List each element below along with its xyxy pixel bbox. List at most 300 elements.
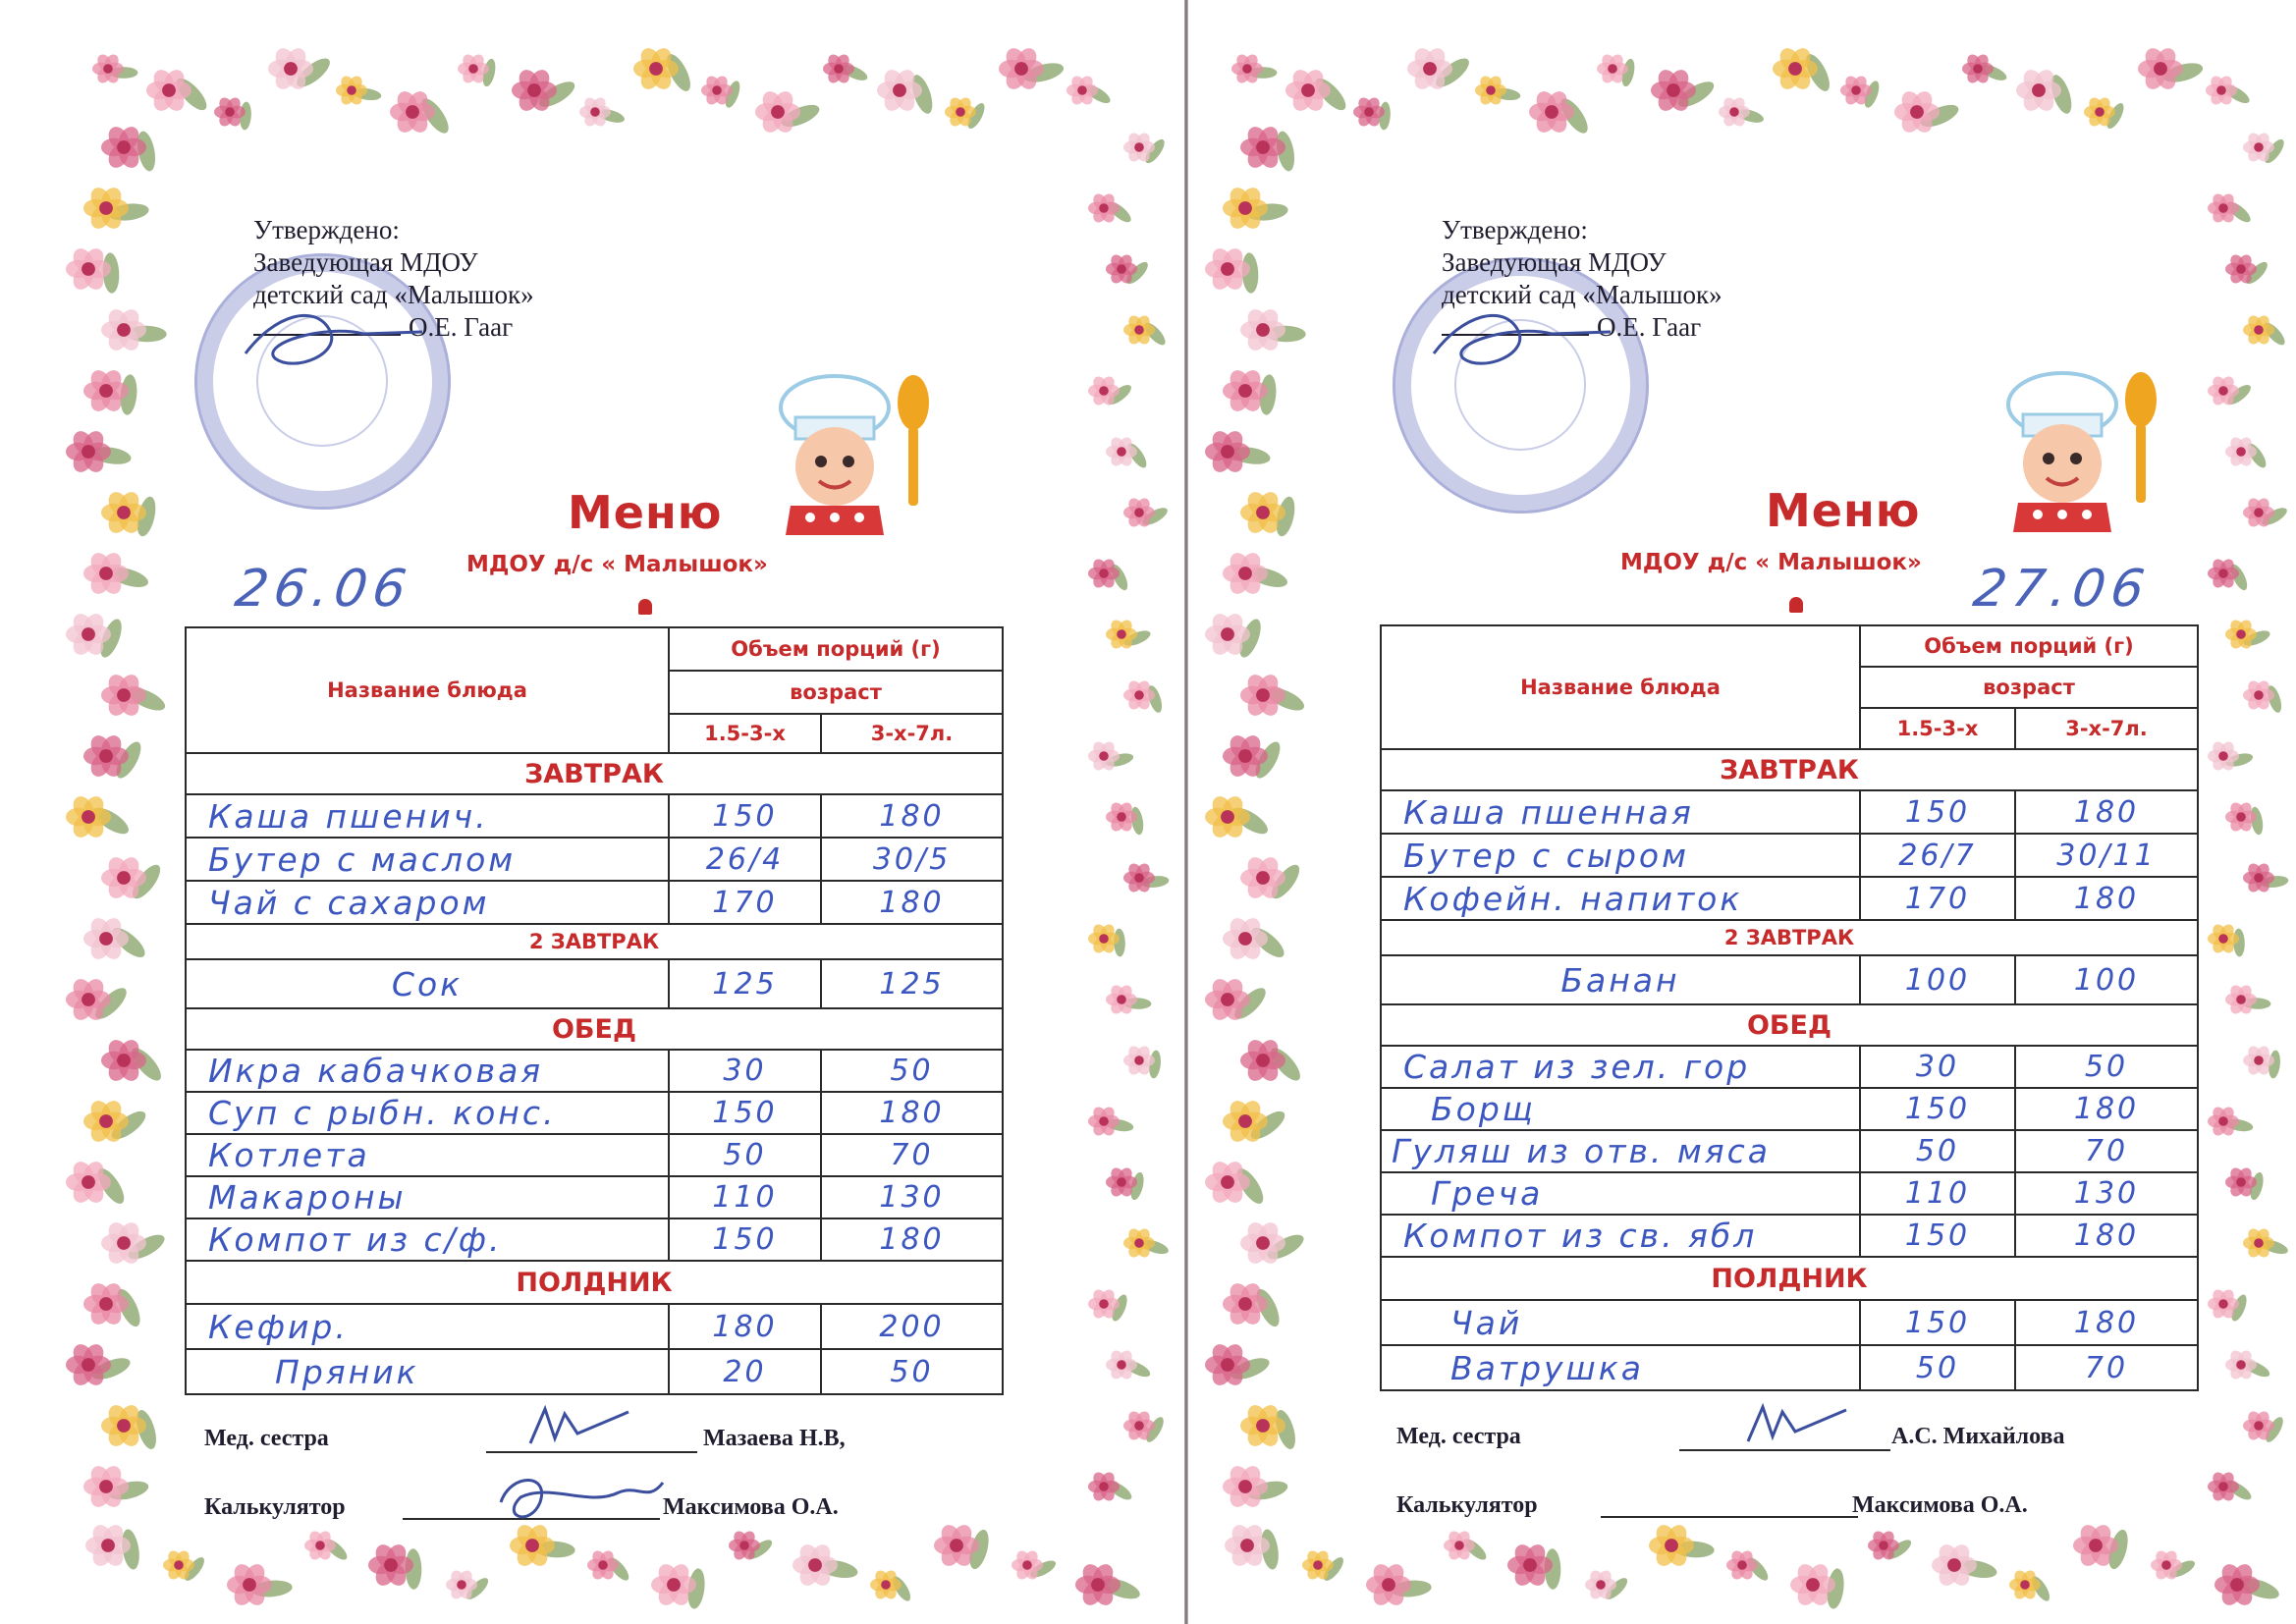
leaf-decoration: [321, 1536, 350, 1563]
leaf-decoration: [1251, 738, 1285, 782]
table-row: [1381, 1215, 2198, 1257]
flower-decoration: [2016, 66, 2061, 114]
flower-decoration: [1366, 1560, 1411, 1608]
leaf-decoration: [2224, 198, 2253, 225]
leaf-decoration: [2105, 1528, 2132, 1571]
age-label: возраст: [669, 671, 1003, 714]
portion-small: 170: [1860, 877, 2015, 920]
table-row: [186, 1349, 1003, 1394]
leaf-decoration: [2265, 684, 2284, 715]
calculator-name: Максимова О.А.: [663, 1494, 839, 1520]
leaf-decoration: [1432, 54, 1474, 92]
portion-large: 70: [2015, 1130, 2198, 1172]
flower-decoration: [390, 87, 435, 135]
flower-decoration: [999, 44, 1044, 92]
portion-small: 30: [1860, 1046, 2015, 1088]
flower-decoration: [1088, 191, 1120, 225]
leaf-decoration: [182, 1554, 208, 1584]
flower-decoration: [2208, 922, 2239, 955]
flower-decoration: [83, 1462, 129, 1510]
flower-decoration: [92, 52, 124, 85]
flower-decoration: [1106, 1165, 1137, 1199]
leaf-decoration: [126, 325, 167, 342]
leaf-decoration: [2233, 928, 2246, 956]
table-row: [1381, 1172, 2198, 1215]
director-signature: [236, 295, 452, 383]
dish-name: Каша пшенная: [1381, 790, 1860, 834]
leaf-decoration: [1140, 505, 1171, 528]
dish-name: Салат из зел. гор: [1381, 1046, 1860, 1088]
flower-decoration: [1205, 1340, 1250, 1388]
leaf-decoration: [1105, 198, 1133, 225]
leaf-decoration: [2224, 382, 2254, 408]
leaf-decoration: [1544, 1548, 1560, 1590]
portion-large: 30/5: [821, 838, 1003, 881]
leaf-decoration: [1028, 1557, 1059, 1581]
flower-decoration: [2208, 374, 2239, 407]
flower-decoration: [729, 1529, 760, 1562]
portion-column-header: Объем порций (г): [1860, 625, 2198, 667]
leaf-decoration: [2242, 998, 2270, 1010]
section-title: ЗАВТРАК: [1381, 749, 2198, 790]
dish-name: Каша пшенич.: [186, 794, 669, 838]
flower-decoration: [2214, 1560, 2260, 1608]
leaf-decoration: [1121, 627, 1152, 648]
flower-decoration: [1240, 305, 1285, 353]
leaf-decoration: [251, 1579, 294, 1598]
leaf-decoration: [2224, 1117, 2254, 1133]
bell-icon: [638, 599, 652, 615]
flower-decoration: [101, 1036, 146, 1084]
menu-date: 26.06: [231, 560, 416, 619]
leaf-decoration: [966, 1528, 993, 1571]
leaf-decoration: [1105, 751, 1135, 769]
flower-decoration: [755, 87, 800, 135]
leaf-decoration: [2161, 60, 2205, 86]
flower-decoration: [2073, 1521, 2118, 1569]
portion-column-header: Объем порций (г): [669, 627, 1003, 671]
leaf-decoration: [1246, 1107, 1288, 1144]
flower-decoration: [1123, 313, 1155, 347]
table-row: [186, 881, 1003, 924]
flower-decoration: [101, 305, 146, 353]
leaf-decoration: [1955, 1557, 1998, 1581]
leaf-decoration: [2104, 101, 2127, 132]
flower-decoration: [1123, 861, 1155, 894]
table-row: [1381, 1088, 2198, 1130]
portion-large: 180: [2015, 877, 2198, 920]
portion-small: 150: [1860, 1215, 2015, 1257]
approval-line-1: Утверждено:: [1442, 215, 1588, 244]
portion-large: 180: [821, 794, 1003, 838]
flower-decoration: [101, 488, 146, 536]
leaf-decoration: [1311, 74, 1350, 115]
portion-small: 150: [1860, 1088, 2015, 1130]
leaf-decoration: [1274, 130, 1297, 173]
portion-small: 180: [669, 1304, 821, 1349]
leaf-decoration: [110, 67, 138, 79]
leaf-decoration: [535, 77, 578, 112]
flower-decoration: [1231, 52, 1263, 85]
flower-decoration: [1123, 131, 1155, 164]
flower-decoration: [1088, 922, 1120, 955]
flower-decoration: [83, 914, 129, 962]
leaf-decoration: [1825, 1567, 1845, 1609]
table-row: [1381, 955, 2198, 1004]
portion-large: 50: [821, 1349, 1003, 1394]
flower-decoration: [2225, 800, 2257, 834]
leaf-decoration: [2224, 1478, 2254, 1503]
leaf-decoration: [1674, 77, 1718, 112]
flower-decoration: [2225, 983, 2257, 1016]
leaf-decoration: [1109, 1292, 1129, 1323]
flower-decoration: [793, 1541, 838, 1589]
leaf-decoration: [1252, 1286, 1285, 1330]
flower-decoration: [101, 123, 146, 171]
leaf-decoration: [840, 62, 870, 83]
dish-name: Бутер с маслом: [186, 838, 669, 881]
leaf-decoration: [89, 803, 133, 839]
leaf-decoration: [1143, 1415, 1167, 1445]
leaf-decoration: [964, 101, 988, 132]
menu-date: 27.06: [1969, 560, 2155, 619]
dish-name: Икра кабачковая: [186, 1050, 669, 1092]
leaf-decoration: [1259, 1528, 1282, 1570]
dish-name: Макароны: [186, 1176, 669, 1218]
section-title: ОБЕД: [1381, 1004, 2198, 1046]
leaf-decoration: [2228, 1292, 2249, 1323]
table-row: [186, 1050, 1003, 1092]
portion-large: 30/11: [2015, 834, 2198, 877]
portion-small: 50: [1860, 1130, 2015, 1172]
flower-decoration: [2138, 44, 2183, 92]
flower-decoration: [1894, 87, 1940, 135]
flower-decoration: [83, 184, 129, 232]
leaf-decoration: [135, 130, 158, 173]
flower-decoration: [1240, 1401, 1285, 1449]
flower-decoration: [1205, 1158, 1250, 1206]
leaf-decoration: [2224, 751, 2255, 769]
flower-decoration: [1868, 1529, 1899, 1562]
leaf-decoration: [1264, 1230, 1307, 1265]
flower-decoration: [1444, 1529, 1475, 1562]
leaf-decoration: [1273, 495, 1297, 538]
flower-decoration: [2243, 496, 2274, 529]
flower-decoration: [1106, 1348, 1137, 1381]
portion-small: 125: [669, 959, 821, 1008]
table-row: [186, 959, 1003, 1008]
leaf-decoration: [2028, 1574, 2052, 1604]
leaf-decoration: [89, 445, 132, 467]
table-row: [186, 1304, 1003, 1349]
flower-decoration: [1240, 1218, 1285, 1267]
flower-decoration: [2208, 1470, 2239, 1503]
leaf-decoration: [1247, 923, 1288, 962]
flower-decoration: [83, 1097, 129, 1145]
flower-decoration: [2208, 739, 2239, 773]
age-2-header: 3-х-7л.: [2015, 708, 2198, 749]
flower-decoration: [1106, 800, 1137, 834]
leaf-decoration: [1979, 62, 2009, 83]
flower-decoration: [1088, 1287, 1120, 1321]
flower-decoration: [1651, 66, 1696, 114]
leaf-decoration: [1246, 201, 1288, 222]
leaf-decoration: [2248, 1171, 2266, 1202]
leaf-decoration: [2260, 1237, 2290, 1257]
flower-decoration: [2243, 1044, 2274, 1077]
portion-large: 50: [2015, 1046, 2198, 1088]
leaf-decoration: [1321, 1554, 1347, 1584]
calculator-signature: [481, 1463, 678, 1532]
leaf-decoration: [113, 1286, 145, 1330]
portion-small: 150: [669, 1092, 821, 1134]
flower-decoration: [66, 1158, 111, 1206]
leaf-decoration: [2242, 1358, 2272, 1380]
portion-small: 50: [669, 1134, 821, 1176]
nurse-label: Мед. сестра: [1396, 1424, 1521, 1449]
leaf-decoration: [107, 1478, 150, 1502]
flower-decoration: [1475, 74, 1506, 107]
leaf-decoration: [405, 1548, 421, 1590]
leaf-decoration: [889, 1574, 913, 1604]
leaf-decoration: [102, 252, 121, 294]
flower-decoration: [945, 95, 976, 129]
leaf-decoration: [1229, 445, 1271, 467]
flower-decoration: [227, 1560, 272, 1608]
menu-table: [1380, 624, 2199, 1391]
portion-small: 20: [669, 1349, 821, 1394]
flower-decoration: [1088, 557, 1120, 590]
flower-decoration: [1088, 374, 1120, 407]
section-title: ПОЛДНИК: [186, 1261, 1003, 1304]
leaf-decoration: [1140, 1237, 1171, 1257]
flower-decoration: [579, 95, 611, 129]
dish-name: Банан: [1381, 955, 1860, 1004]
flower-decoration: [1240, 853, 1285, 901]
flower-decoration: [2225, 252, 2257, 286]
flower-decoration: [146, 66, 191, 114]
leaf-decoration: [1619, 58, 1636, 88]
dish-name: Чай: [1381, 1300, 1860, 1345]
flower-decoration: [214, 95, 246, 129]
leaf-decoration: [1114, 928, 1126, 956]
flower-decoration: [66, 792, 111, 840]
calculator-label: Калькулятор: [204, 1494, 346, 1520]
portion-small: 30: [669, 1050, 821, 1092]
leaf-decoration: [596, 106, 627, 125]
section-title: ПОЛДНИК: [1381, 1257, 2198, 1300]
table-row: [1381, 790, 2198, 834]
leaf-decoration: [2249, 806, 2265, 836]
leaf-decoration: [2222, 81, 2253, 106]
dish-name: Борщ: [1381, 1088, 1860, 1130]
portion-large: 180: [821, 881, 1003, 924]
dish-name: Котлета: [186, 1134, 669, 1176]
leaf-decoration: [134, 495, 158, 538]
flower-decoration: [1240, 1036, 1285, 1084]
leaf-decoration: [1258, 374, 1278, 416]
flower-decoration: [1225, 1521, 1270, 1569]
portion-small: 170: [669, 881, 821, 924]
leaf-decoration: [125, 1230, 168, 1265]
calculator-name: Максимова О.А.: [1852, 1492, 2028, 1518]
flower-decoration: [1205, 610, 1250, 658]
dish-name: Сок: [186, 959, 669, 1008]
dish-name: Ватрушка: [1381, 1345, 1860, 1390]
leaf-decoration: [2263, 1415, 2286, 1445]
flower-decoration: [2243, 131, 2274, 164]
calculator-signature-line: [1601, 1516, 1858, 1518]
leaf-decoration: [353, 86, 382, 101]
flower-decoration: [1123, 496, 1155, 529]
flower-decoration: [2208, 557, 2239, 590]
flower-decoration: [1205, 244, 1250, 293]
leaf-decoration: [119, 374, 138, 416]
leaf-decoration: [685, 1567, 706, 1609]
leaf-decoration: [2241, 627, 2271, 648]
leaf-decoration: [1885, 1537, 1914, 1562]
leaf-decoration: [1230, 984, 1271, 1024]
leaf-decoration: [1022, 60, 1066, 86]
table-row: [186, 1092, 1003, 1134]
flower-decoration: [446, 1568, 477, 1601]
portion-large: 180: [821, 1218, 1003, 1261]
portion-large: 70: [2015, 1345, 2198, 1390]
flower-decoration: [2151, 1548, 2182, 1582]
flower-decoration: [1719, 95, 1750, 129]
flower-decoration: [1223, 549, 1268, 597]
flower-decoration: [66, 427, 111, 475]
section-title: 2 ЗАВТРАК: [186, 924, 1003, 959]
leaf-decoration: [779, 100, 823, 131]
flower-decoration: [66, 244, 111, 293]
flower-decoration: [1106, 618, 1137, 651]
leaf-decoration: [1249, 67, 1278, 79]
flower-decoration: [1223, 1097, 1268, 1145]
flower-decoration: [1407, 44, 1452, 92]
table-row: [186, 794, 1003, 838]
age-label: возраст: [1860, 667, 2198, 708]
chef-illustration: [1984, 365, 2170, 532]
leaf-decoration: [1229, 803, 1272, 839]
leaf-decoration: [1391, 1579, 1433, 1598]
flower-decoration: [2225, 618, 2257, 651]
flower-decoration: [1962, 52, 1994, 85]
flower-decoration: [877, 66, 922, 114]
portion-small: 50: [1860, 1345, 2015, 1390]
leaf-decoration: [93, 1164, 129, 1208]
leaf-decoration: [293, 54, 335, 92]
flower-decoration: [2225, 1348, 2257, 1381]
flower-decoration: [1302, 1548, 1334, 1582]
dish-name: Суп с рыбн. конс.: [186, 1092, 669, 1134]
leaf-decoration: [723, 79, 743, 109]
leaf-decoration: [96, 617, 126, 661]
age-1-header: 1.5-3-х: [1860, 708, 2015, 749]
flower-decoration: [1240, 123, 1285, 171]
leaf-decoration: [534, 1541, 575, 1559]
flower-decoration: [83, 731, 129, 780]
flower-decoration: [1123, 1226, 1155, 1260]
flower-decoration: [66, 610, 111, 658]
flower-decoration: [66, 975, 111, 1023]
approval-name: О.Е. Гааг: [409, 312, 514, 342]
flower-decoration: [2243, 1409, 2274, 1442]
flower-decoration: [2225, 1165, 2257, 1199]
portion-small: 150: [669, 1218, 821, 1261]
leaf-decoration: [91, 984, 132, 1024]
flower-decoration: [101, 1401, 146, 1449]
table-row: [1381, 1300, 2198, 1345]
flower-decoration: [1726, 1548, 1758, 1582]
nurse-signature: [1738, 1392, 1866, 1451]
flower-decoration: [83, 549, 129, 597]
flower-decoration: [368, 1541, 413, 1589]
leaf-decoration: [1556, 94, 1592, 136]
menu-sheet-right: [1188, 0, 2296, 1624]
leaf-decoration: [1128, 1171, 1146, 1202]
leaf-decoration: [2244, 441, 2269, 470]
leaf-decoration: [2268, 1050, 2281, 1079]
dish-name: Греча: [1381, 1172, 1860, 1215]
flower-decoration: [1123, 1044, 1155, 1077]
age-2-header: 3-х-7л.: [821, 714, 1003, 753]
flower-decoration: [1223, 914, 1268, 962]
leaf-decoration: [107, 564, 150, 591]
table-row: [1381, 1046, 2198, 1088]
menu-table: [185, 626, 1004, 1395]
flower-decoration: [1585, 1568, 1616, 1601]
dish-name: Кефир.: [186, 1304, 669, 1349]
bell-icon: [1789, 597, 1803, 613]
portion-large: 180: [2015, 1300, 2198, 1345]
leaf-decoration: [816, 1557, 859, 1581]
leaf-decoration: [107, 1107, 149, 1144]
leaf-decoration: [1246, 1478, 1289, 1502]
leaf-decoration: [464, 1575, 492, 1602]
portion-large: 125: [821, 959, 1003, 1008]
leaf-decoration: [1266, 1044, 1305, 1085]
dish-name: Чай с сахаром: [186, 881, 669, 924]
leaf-decoration: [1123, 259, 1151, 288]
section-title: ЗАВТРАК: [186, 753, 1003, 794]
organization-name: МДОУ д/с « Малышок»: [466, 552, 768, 577]
flower-decoration: [587, 1548, 619, 1582]
leaf-decoration: [1129, 806, 1145, 836]
leaf-decoration: [1264, 683, 1308, 716]
portion-large: 180: [2015, 1088, 2198, 1130]
approval-line-2: Заведующая МДОУ: [253, 247, 478, 277]
leaf-decoration: [907, 73, 936, 117]
flower-decoration: [2243, 313, 2274, 347]
leaf-decoration: [133, 1408, 160, 1451]
leaf-decoration: [1744, 1554, 1771, 1583]
nurse-name: Мазаева Н.В,: [703, 1426, 846, 1451]
nurse-name: А.С. Михайлова: [1891, 1424, 2065, 1449]
flower-decoration: [83, 366, 129, 414]
dish-name: Компот из с/ф.: [186, 1218, 669, 1261]
portion-small: 150: [1860, 790, 2015, 834]
table-row: [1381, 1345, 2198, 1390]
leaf-decoration: [1142, 136, 1168, 166]
flower-decoration: [1773, 44, 1818, 92]
flower-decoration: [101, 671, 146, 719]
portion-large: 50: [821, 1050, 1003, 1092]
flower-decoration: [83, 1279, 129, 1327]
flower-decoration: [1240, 671, 1285, 719]
portion-small: 110: [1860, 1172, 2015, 1215]
dish-column-header: Название блюда: [186, 627, 669, 753]
